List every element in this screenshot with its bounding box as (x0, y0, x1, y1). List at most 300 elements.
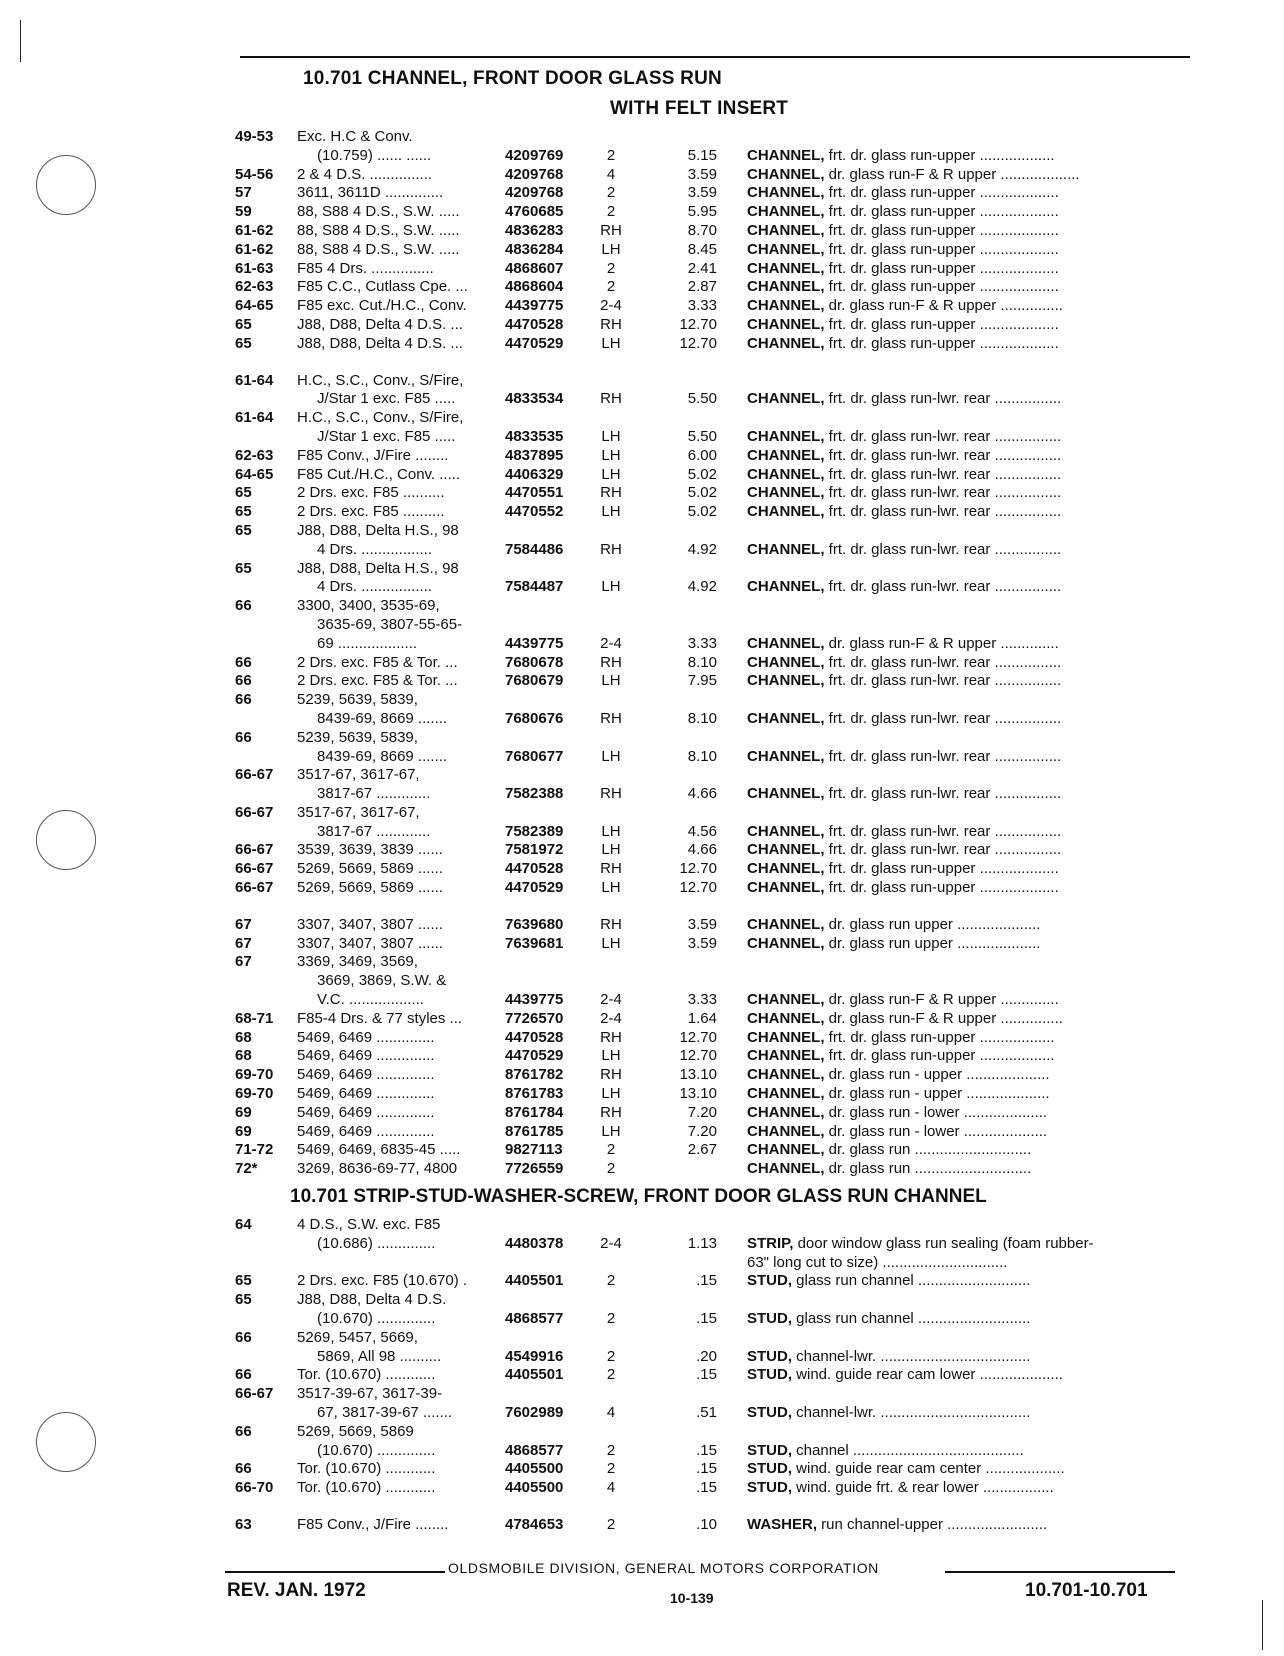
model-cell: 3300, 3400, 3535-69, (297, 597, 440, 615)
section-subtitle: WITH FELT INSERT (610, 98, 789, 119)
description-cell (747, 203, 1195, 222)
price-cell: 2.41 (687, 259, 717, 277)
description-cell (747, 1479, 1195, 1498)
table-row (235, 1029, 1195, 1048)
item-name: STUD, (747, 1479, 792, 1497)
item-name: STRIP, (747, 1234, 794, 1252)
header-rule (240, 56, 1190, 58)
item-name: STUD, (747, 1347, 792, 1365)
price-cell: 4.92 (687, 578, 717, 596)
price-cell: 5.50 (687, 390, 717, 408)
price-cell: 5.02 (687, 465, 717, 483)
year-cell: 66 (235, 1422, 252, 1440)
item-name: CHANNEL, (747, 334, 825, 352)
price-cell: 4.66 (687, 785, 717, 803)
year-cell: 63 (235, 1515, 252, 1533)
table-row (235, 691, 1195, 710)
table-row (235, 972, 1195, 991)
qty-cell: 2 (606, 1460, 616, 1478)
table-row (235, 335, 1195, 354)
description-cell (747, 278, 1195, 297)
table-row (235, 1516, 1195, 1535)
qty-cell: 4 (606, 1479, 616, 1497)
description-cell (747, 1235, 1195, 1254)
item-description: frt. dr. glass run-lwr. rear ................ (824, 540, 1062, 558)
qty-cell: RH (600, 709, 622, 727)
item-name: CHANNEL, (747, 540, 825, 558)
table-row (235, 1348, 1195, 1367)
part-number-cell: 4405501 (505, 1366, 564, 1384)
price-cell: 12.70 (679, 1028, 717, 1046)
price-cell: 7.20 (687, 1103, 717, 1121)
description-cell (747, 1348, 1195, 1367)
part-number-cell: 4833534 (505, 390, 564, 408)
description-cell (747, 635, 1195, 654)
model-cell: J88, D88, Delta 4 D.S. ... (297, 315, 463, 333)
item-description: wind. guide rear cam center ................... (792, 1460, 1065, 1478)
model-cell: 5269, 5669, 5869 (297, 1422, 414, 1440)
model-cell: 3517-39-67, 3617-39- (297, 1385, 443, 1403)
part-number-cell: 4439775 (505, 634, 564, 652)
description-cell (747, 484, 1195, 503)
year-cell: 66-67 (235, 860, 274, 878)
table-row (235, 654, 1195, 673)
qty-cell: RH (600, 390, 622, 408)
year-cell: 66 (235, 691, 252, 709)
binder-hole-top (36, 155, 96, 215)
year-cell: 66 (235, 1328, 252, 1346)
year-cell: 65 (235, 1291, 252, 1309)
table-row (235, 1329, 1195, 1348)
price-cell: 8.45 (687, 240, 717, 258)
year-cell: 64 (235, 1216, 252, 1233)
price-cell: 2.87 (687, 278, 717, 296)
year-cell: 57 (235, 184, 252, 202)
price-cell: .15 (696, 1366, 717, 1384)
qty-cell: LH (601, 1047, 621, 1065)
qty-cell: LH (601, 578, 621, 596)
price-cell: 8.10 (687, 653, 717, 671)
item-name: CHANNEL, (747, 1141, 825, 1159)
qty-cell: RH (600, 1028, 622, 1046)
qty-cell: LH (601, 503, 621, 521)
qty-cell: RH (600, 484, 622, 502)
table-row (235, 953, 1195, 972)
description-cell (747, 222, 1195, 241)
qty-cell: LH (601, 879, 621, 897)
item-name: CHANNEL, (747, 184, 825, 202)
model-cell: 5469, 6469 .............. (297, 1085, 435, 1103)
price-cell: 7.20 (687, 1122, 717, 1140)
model-cell: Tor. (10.670) ............ (297, 1479, 436, 1497)
item-name: CHANNEL, (747, 841, 825, 859)
item-description: frt. dr. glass run-lwr. rear ................ (824, 427, 1062, 445)
description-cell (747, 1104, 1195, 1123)
qty-cell: RH (600, 915, 622, 933)
item-description: dr. glass run - lower .................... (824, 1103, 1048, 1121)
row-spacer (235, 1498, 1195, 1516)
row-spacer (235, 898, 1195, 916)
model-cell: 5469, 6469 .............. (297, 1028, 435, 1046)
model-cell: 2 Drs. exc. F85 (10.670) . (297, 1272, 468, 1290)
part-number-cell: 7680678 (505, 653, 564, 671)
model-cell: 2 Drs. exc. F85 .......... (297, 484, 445, 502)
table-row (235, 916, 1195, 935)
item-description: dr. glass run - upper .................... (824, 1066, 1050, 1084)
description-cell (747, 1047, 1195, 1066)
year-cell: 65 (235, 315, 252, 333)
table-row (235, 466, 1195, 485)
table-row (235, 860, 1195, 879)
model-cell: F85 Cut./H.C., Conv. ..... (297, 465, 461, 483)
model-cell: 88, S88 4 D.S., S.W. ..... (297, 240, 460, 258)
qty-cell: 2 (606, 1441, 616, 1459)
year-cell: 61-62 (235, 221, 274, 239)
section-title-strip-stud: 10.701 STRIP-STUD-WASHER-SCREW, FRONT DOOR GLASS RUN CHANNEL (290, 1186, 987, 1207)
model-cell: 2 & 4 D.S. ............... (297, 165, 433, 183)
model-cell: J88, D88, Delta H.S., 98 (297, 559, 459, 577)
table-row (235, 785, 1195, 804)
part-number-cell: 7584487 (505, 578, 564, 596)
item-name: CHANNEL, (747, 1160, 825, 1178)
price-cell: 13.10 (679, 1066, 717, 1084)
table-row (235, 710, 1195, 729)
year-cell: 69 (235, 1103, 252, 1121)
item-description: frt. dr. glass run-lwr. rear ................ (824, 446, 1062, 464)
model-cell: J88, D88, Delta 4 D.S. (297, 1291, 447, 1309)
price-cell: 12.70 (679, 334, 717, 352)
part-number-cell: 4209768 (505, 184, 564, 202)
description-cell (747, 260, 1195, 279)
year-cell: 66-67 (235, 766, 274, 784)
part-number-cell: 7680679 (505, 672, 564, 690)
item-description: door window glass run sealing (foam rubber- (793, 1234, 1094, 1252)
qty-cell: RH (600, 221, 622, 239)
part-number-cell: 7584486 (505, 540, 564, 558)
year-cell: 66 (235, 1460, 252, 1478)
description-cell (747, 1029, 1195, 1048)
model-cell: F85-4 Drs. & 77 styles ... (297, 1009, 463, 1027)
model-cell: F85 C.C., Cutlass Cpe. ... (297, 278, 468, 296)
description-cell (747, 1141, 1195, 1160)
qty-cell: 2 (606, 278, 616, 296)
table-row (235, 1085, 1195, 1104)
year-cell: 66-70 (235, 1479, 274, 1497)
price-cell: 3.33 (687, 297, 717, 315)
item-description: frt. dr. glass run-lwr. rear ................ (824, 578, 1062, 596)
qty-cell: 2 (606, 1515, 616, 1533)
qty-cell: LH (601, 934, 621, 952)
item-name: CHANNEL, (747, 484, 825, 502)
item-name: CHANNEL, (747, 1047, 825, 1065)
part-number-cell: 4439775 (505, 297, 564, 315)
part-number-cell: 4470529 (505, 1047, 564, 1065)
item-name: CHANNEL, (747, 146, 825, 164)
item-name: CHANNEL, (747, 934, 825, 952)
description-cell (747, 785, 1195, 804)
table-row (235, 1160, 1195, 1179)
item-description: frt. dr. glass run-upper ................... (824, 184, 1059, 202)
model-cell: 5469, 6469 .............. (297, 1122, 435, 1140)
description-cell (747, 316, 1195, 335)
price-cell: .15 (696, 1479, 717, 1497)
table-row (235, 390, 1195, 409)
price-cell: 8.70 (687, 221, 717, 239)
item-description: dr. glass run-F & R upper .............. (824, 634, 1059, 652)
item-name: CHANNEL, (747, 446, 825, 464)
description-cell (747, 1442, 1195, 1461)
table-row (235, 1460, 1195, 1479)
description-cell (747, 1310, 1195, 1329)
qty-cell: 2-4 (600, 991, 622, 1009)
part-number-cell: 4470528 (505, 1028, 564, 1046)
qty-cell: RH (600, 1066, 622, 1084)
item-description: channel-lwr. .................................... (792, 1347, 1031, 1365)
description-cell (747, 541, 1195, 560)
scan-edge-line (20, 20, 21, 62)
year-cell: 66 (235, 672, 252, 690)
price-cell: 13.10 (679, 1085, 717, 1103)
table-row (235, 484, 1195, 503)
table-row (235, 166, 1195, 185)
table-row (235, 1291, 1195, 1310)
table-row (235, 1479, 1195, 1498)
part-number-cell: 4406329 (505, 465, 564, 483)
table-row (235, 1310, 1195, 1329)
description-cell (747, 447, 1195, 466)
year-cell: 69 (235, 1122, 252, 1140)
model-cell: F85 exc. Cut./H.C., Conv. (297, 297, 467, 315)
item-name: CHANNEL, (747, 1122, 825, 1140)
description-cell (747, 1460, 1195, 1479)
year-cell: 66 (235, 728, 252, 746)
part-number-cell: 4405500 (505, 1460, 564, 1478)
year-cell: 66 (235, 597, 252, 615)
model-cell: H.C., S.C., Conv., S/Fire, (297, 409, 464, 427)
part-number-cell: 7726570 (505, 1009, 564, 1027)
table-row (235, 823, 1195, 842)
description-cell (747, 297, 1195, 316)
item-description: dr. glass run-F & R upper .............. (824, 991, 1059, 1009)
part-number-cell: 4760685 (505, 203, 564, 221)
year-cell: 65 (235, 559, 252, 577)
item-description: frt. dr. glass run-upper .................. (824, 1047, 1055, 1065)
item-name: CHANNEL, (747, 1066, 825, 1084)
year-cell: 64-65 (235, 465, 274, 483)
qty-cell: 2 (606, 1141, 616, 1159)
part-number-cell: 7639681 (505, 934, 564, 952)
description-cell (747, 748, 1195, 767)
description-cell (747, 147, 1195, 166)
item-description: frt. dr. glass run-lwr. rear ................ (824, 503, 1062, 521)
parts-table-strip-stud (235, 1216, 1195, 1535)
description-cell (747, 1272, 1195, 1291)
table-row (235, 503, 1195, 522)
description-cell (747, 1516, 1195, 1535)
price-cell: .15 (696, 1309, 717, 1327)
year-cell: 66 (235, 653, 252, 671)
item-name: CHANNEL, (747, 1009, 825, 1027)
table-row (235, 147, 1195, 166)
footer-division: OLDSMOBILE DIVISION, GENERAL MOTORS CORPORATION (448, 1560, 879, 1576)
description-cell (747, 672, 1195, 691)
year-cell: 62-63 (235, 446, 274, 464)
price-cell: .15 (696, 1460, 717, 1478)
table-row (235, 1423, 1195, 1442)
item-description: channel ......................................... (792, 1441, 1024, 1459)
part-number-cell: 4868607 (505, 259, 564, 277)
item-name: CHANNEL, (747, 1028, 825, 1046)
item-description: glass run channel ........................... (792, 1309, 1031, 1327)
item-description: frt. dr. glass run-upper ................... (824, 879, 1059, 897)
price-cell: 2.67 (687, 1141, 717, 1159)
model-cell: Tor. (10.670) ............ (297, 1460, 436, 1478)
part-number-cell: 4836283 (505, 221, 564, 239)
qty-cell: 2 (606, 203, 616, 221)
part-number-cell: 7582389 (505, 822, 564, 840)
model-cell: 3669, 3869, S.W. & (317, 972, 447, 990)
part-number-cell: 4470528 (505, 315, 564, 333)
qty-cell: 2 (606, 1309, 616, 1327)
model-cell: F85 Conv., J/Fire ........ (297, 1515, 449, 1533)
model-cell: Exc. H.C & Conv. (297, 128, 413, 145)
parts-table-channel (235, 128, 1195, 1179)
year-cell: 66-67 (235, 803, 274, 821)
table-row (235, 672, 1195, 691)
item-description: frt. dr. glass run-upper ................... (824, 334, 1059, 352)
item-description: run channel-upper ........................ (817, 1515, 1048, 1533)
table-row (235, 597, 1195, 616)
table-row (235, 1104, 1195, 1123)
binder-hole-bottom (36, 1412, 96, 1472)
item-description: frt. dr. glass run-lwr. rear ................ (824, 465, 1062, 483)
model-cell: 3307, 3407, 3807 ...... (297, 934, 443, 952)
item-description: frt. dr. glass run-upper ................... (824, 203, 1059, 221)
description-cell (747, 184, 1195, 203)
table-row (235, 297, 1195, 316)
year-cell: 65 (235, 334, 252, 352)
description-cell (747, 860, 1195, 879)
model-cell: 5239, 5639, 5839, (297, 728, 418, 746)
footer-section-range: 10.701-10.701 (1025, 1580, 1148, 1601)
model-cell: 8439-69, 8669 ....... (317, 709, 448, 727)
item-name: CHANNEL, (747, 709, 825, 727)
item-name: CHANNEL, (747, 297, 825, 315)
table-row (235, 935, 1195, 954)
price-cell: 12.70 (679, 879, 717, 897)
part-number-cell: 4549916 (505, 1347, 564, 1365)
qty-cell: LH (601, 747, 621, 765)
description-cell (747, 991, 1195, 1010)
table-row (235, 1047, 1195, 1066)
model-cell: (10.670) .............. (317, 1309, 436, 1327)
part-number-cell: 4837895 (505, 446, 564, 464)
year-cell: 66-67 (235, 841, 274, 859)
table-row (235, 522, 1195, 541)
year-cell: 66 (235, 1366, 252, 1384)
model-cell: 3517-67, 3617-67, (297, 803, 420, 821)
model-cell: 5269, 5669, 5869 ...... (297, 860, 443, 878)
table-row (235, 766, 1195, 785)
year-cell: 61-62 (235, 240, 274, 258)
model-cell: H.C., S.C., Conv., S/Fire, (297, 371, 464, 389)
part-number-cell: 4470528 (505, 860, 564, 878)
footer-rule-left (225, 1571, 445, 1573)
item-name: CHANNEL, (747, 259, 825, 277)
year-cell: 69-70 (235, 1066, 274, 1084)
qty-cell: RH (600, 785, 622, 803)
item-name: CHANNEL, (747, 278, 825, 296)
item-description: frt. dr. glass run-upper ................... (824, 259, 1059, 277)
price-cell: 1.13 (687, 1234, 717, 1252)
description-cell (747, 578, 1195, 597)
item-name: CHANNEL, (747, 465, 825, 483)
item-description: frt. dr. glass run-upper ................... (824, 860, 1059, 878)
item-description: channel-lwr. .................................... (792, 1403, 1031, 1421)
part-number-cell: 8761784 (505, 1103, 564, 1121)
model-cell: 3539, 3639, 3839 ...... (297, 841, 443, 859)
year-cell: 68-71 (235, 1009, 274, 1027)
model-cell: J/Star 1 exc. F85 ..... (317, 427, 456, 445)
model-cell: 5469, 6469 .............. (297, 1047, 435, 1065)
table-row (235, 578, 1195, 597)
item-name: STUD, (747, 1441, 792, 1459)
part-number-cell: 4405501 (505, 1272, 564, 1290)
year-cell: 65 (235, 521, 252, 539)
table-row (235, 428, 1195, 447)
item-name: CHANNEL, (747, 672, 825, 690)
description-cell (747, 166, 1195, 185)
item-name: CHANNEL, (747, 879, 825, 897)
year-cell: 68 (235, 1047, 252, 1065)
table-row (235, 409, 1195, 428)
table-row (235, 447, 1195, 466)
year-cell: 62-63 (235, 278, 274, 296)
item-description: dr. glass run upper .................... (824, 934, 1041, 952)
model-cell: 3517-67, 3617-67, (297, 766, 420, 784)
model-cell: 3817-67 ............. (317, 822, 431, 840)
model-cell: 8439-69, 8669 ....... (317, 747, 448, 765)
item-description: frt. dr. glass run-lwr. rear ................ (824, 672, 1062, 690)
year-cell: 65 (235, 503, 252, 521)
model-cell: 5239, 5639, 5839, (297, 691, 418, 709)
description-cell (747, 879, 1195, 898)
item-description: frt. dr. glass run-lwr. rear ................ (824, 709, 1062, 727)
item-description: frt. dr. glass run-lwr. rear ................ (824, 747, 1062, 765)
year-cell: 61-64 (235, 409, 274, 427)
part-number-cell: 4439775 (505, 991, 564, 1009)
item-description: frt. dr. glass run-upper .................. (824, 1028, 1055, 1046)
part-number-cell: 7582388 (505, 785, 564, 803)
item-name: WASHER, (747, 1515, 818, 1533)
price-cell: 3.59 (687, 915, 717, 933)
item-description: frt. dr. glass run-upper ................... (824, 240, 1059, 258)
item-name: CHANNEL, (747, 915, 825, 933)
model-cell: 88, S88 4 D.S., S.W. ..... (297, 221, 460, 239)
qty-cell: 2-4 (600, 1009, 622, 1027)
price-cell: 8.10 (687, 747, 717, 765)
model-cell: (10.670) .............. (317, 1441, 436, 1459)
section-title: 10.701 CHANNEL, FRONT DOOR GLASS RUN (303, 68, 722, 89)
qty-cell: LH (601, 465, 621, 483)
part-number-cell: 7726559 (505, 1160, 564, 1178)
table-row (235, 1272, 1195, 1291)
model-cell: 5469, 6469 .............. (297, 1066, 435, 1084)
part-number-cell: 7680676 (505, 709, 564, 727)
row-spacer (235, 354, 1195, 372)
price-cell: 12.70 (679, 315, 717, 333)
description-cell (747, 503, 1195, 522)
